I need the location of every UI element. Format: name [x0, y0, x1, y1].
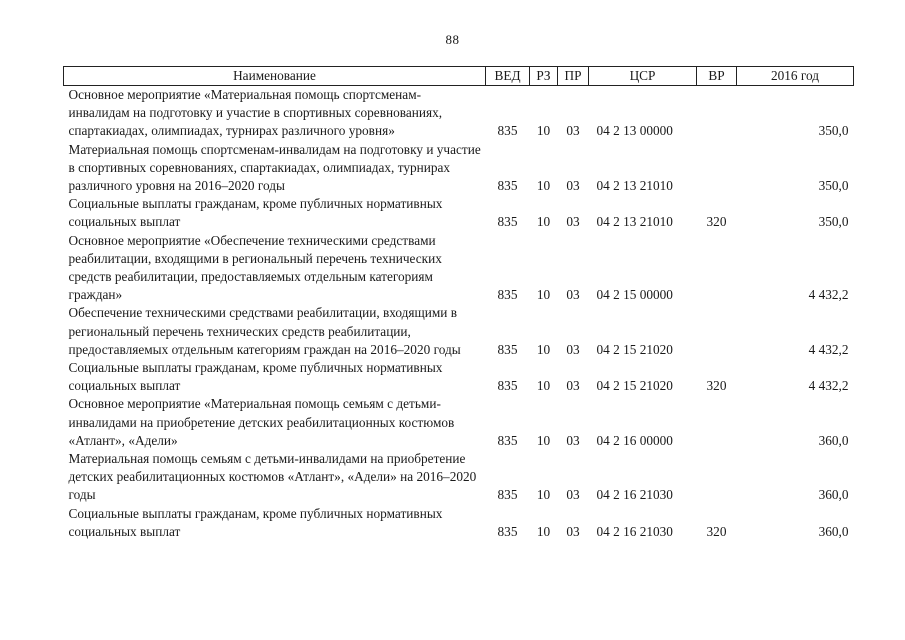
header-name: Наименование	[64, 67, 486, 86]
row-pr: 03	[566, 341, 580, 357]
row-name: Основное мероприятие «Обеспечение техническими средствами реабилитации, входящими в региональный перечень технических средств реабилитации, предоставляемых отдельным категориям граждан»	[68, 232, 442, 303]
row-vr: 320	[706, 523, 727, 539]
header-ved: ВЕД	[486, 67, 530, 86]
table-row	[64, 195, 854, 231]
row-amount: 360,0	[818, 487, 849, 503]
table-row	[64, 232, 854, 305]
row-amount: 360,0	[818, 523, 849, 539]
row-rz: 10	[536, 287, 551, 303]
row-vr	[697, 450, 737, 505]
row-name: Материальная помощь спортсменам-инвалидам на подготовку и участие в спортивных соревнованиях, спартакиадах, олимпиадах, турнирах различного уровня на 2016–2020 годы	[68, 141, 481, 194]
row-csr: 04 2 13 21010	[596, 214, 673, 230]
row-ved: 835	[497, 178, 518, 194]
row-vr	[697, 304, 737, 359]
table-header-row	[64, 67, 854, 86]
table-row	[64, 395, 854, 450]
row-name: Социальные выплаты гражданам, кроме публичных нормативных социальных выплат	[68, 505, 443, 539]
row-csr: 04 2 13 00000	[596, 123, 673, 139]
row-csr: 04 2 16 21030	[596, 523, 673, 539]
row-rz: 10	[536, 523, 551, 539]
row-ved: 835	[497, 287, 518, 303]
row-csr: 04 2 16 00000	[596, 432, 673, 448]
row-rz: 10	[536, 432, 551, 448]
row-name: Материальная помощь семьям с детьми-инвалидами на приобретение детских реабилитационных костюмов «Атлант», «Адели» на 2016–2020 годы	[68, 451, 477, 503]
table-row	[64, 86, 854, 141]
row-pr: 03	[566, 523, 580, 539]
row-pr: 03	[566, 178, 580, 194]
row-ved: 835	[497, 123, 518, 139]
row-rz: 10	[536, 487, 551, 503]
row-pr: 03	[566, 123, 580, 139]
row-amount: 4 432,2	[808, 341, 849, 357]
row-csr: 04 2 15 21020	[596, 341, 673, 357]
row-amount: 4 432,2	[808, 378, 849, 394]
row-amount: 360,0	[818, 432, 849, 448]
row-rz: 10	[536, 341, 551, 357]
row-amount: 350,0	[818, 123, 849, 139]
row-name: Социальные выплаты гражданам, кроме публичных нормативных социальных выплат	[68, 196, 443, 230]
budget-table	[63, 66, 854, 541]
row-csr: 04 2 16 21030	[596, 487, 673, 503]
header-pr: ПР	[558, 67, 589, 86]
row-rz: 10	[536, 178, 551, 194]
row-pr: 03	[566, 287, 580, 303]
row-name: Социальные выплаты гражданам, кроме публичных нормативных социальных выплат	[68, 360, 443, 394]
header-vr: ВР	[697, 67, 737, 86]
row-name: Основное мероприятие «Материальная помощь спортсменам-инвалидам на подготовку и участие в спортивных соревнованиях, спартакиадах, олимпиадах, турнирах различного уровня»	[68, 87, 443, 139]
row-vr	[697, 232, 737, 305]
row-ved: 835	[497, 341, 518, 357]
row-vr	[697, 395, 737, 450]
row-name: Основное мероприятие «Материальная помощь семьям с детьми-инвалидами на приобретение детских реабилитационных костюмов «Атлант», «Адели»	[68, 396, 455, 448]
row-vr: 320	[706, 214, 727, 230]
row-ved: 835	[497, 432, 518, 448]
row-pr: 03	[566, 487, 580, 503]
header-csr: ЦСР	[589, 67, 697, 86]
row-csr: 04 2 15 00000	[596, 287, 673, 303]
row-name: Обеспечение техническими средствами реабилитации, входящими в региональный перечень технических средств реабилитации, предоставляемых отдельным категориям граждан на 2016–2020 годы	[68, 305, 461, 357]
row-ved: 835	[497, 378, 518, 394]
row-ved: 835	[497, 214, 518, 230]
row-vr	[697, 141, 737, 196]
row-amount: 350,0	[818, 178, 849, 194]
row-vr: 320	[706, 378, 727, 394]
table-row	[64, 450, 854, 505]
row-ved: 835	[497, 487, 518, 503]
row-ved: 835	[497, 523, 518, 539]
header-year: 2016 год	[737, 67, 854, 86]
page-number: 88	[445, 32, 460, 47]
row-amount: 350,0	[818, 214, 849, 230]
row-csr: 04 2 15 21020	[596, 378, 673, 394]
row-pr: 03	[566, 378, 580, 394]
row-rz: 10	[536, 123, 551, 139]
row-csr: 04 2 13 21010	[596, 178, 673, 194]
row-pr: 03	[566, 214, 580, 230]
table-row	[64, 141, 854, 196]
table-row	[64, 505, 854, 541]
header-rz: РЗ	[530, 67, 558, 86]
row-amount: 4 432,2	[808, 287, 849, 303]
row-rz: 10	[536, 378, 551, 394]
table-row	[64, 304, 854, 359]
row-vr	[697, 86, 737, 141]
row-rz: 10	[536, 214, 551, 230]
row-pr: 03	[566, 432, 580, 448]
table-row	[64, 359, 854, 395]
